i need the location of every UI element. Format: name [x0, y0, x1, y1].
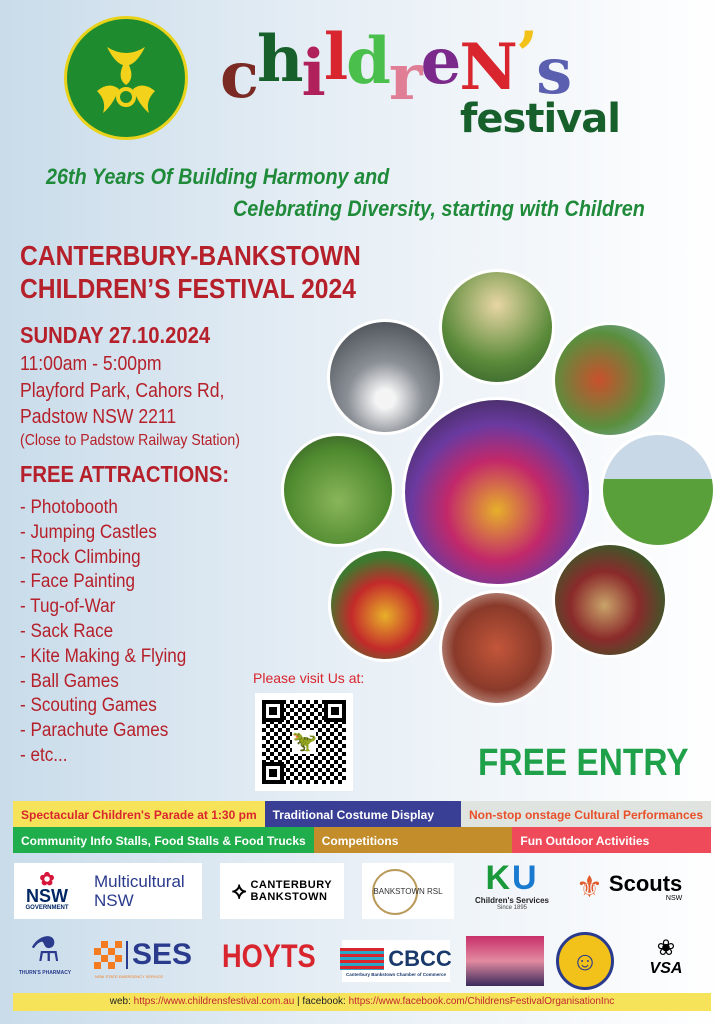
multicultural-nsw-text: NSW [94, 891, 134, 910]
attraction-item: - Sack Race [20, 620, 114, 642]
tagline-line-2: Celebrating Diversity, starting with Children [233, 196, 645, 221]
sponsor-bankstown-rsl [362, 863, 454, 919]
sponsor-canterbury-bankstown [220, 863, 344, 919]
attractions-list [20, 496, 186, 769]
photo-food-stall [552, 322, 668, 438]
highlight-cell: Community Info Stalls, Food Stalls & Food Trucks [13, 827, 314, 853]
title-letter: s [536, 34, 571, 109]
free-entry: FREE ENTRY [478, 742, 689, 784]
attraction-item: - Photobooth [20, 497, 118, 518]
sponsor-opera-house-image [466, 936, 544, 986]
cb-logo-icon: ⟡ [231, 878, 247, 903]
photo-costume-parade [402, 397, 592, 587]
sponsor-community-circle-logo: ☺ [556, 932, 614, 990]
title-letter: e [420, 24, 460, 99]
multicultural-text: Multicultural [94, 872, 185, 891]
title-letter: h [256, 22, 302, 97]
event-name-line-2: CHILDREN’S FESTIVAL 2024 [20, 273, 356, 304]
photo-banner-25-years [439, 269, 555, 385]
facebook-label: facebook: [302, 996, 346, 1007]
highlight-cell: Competitions [314, 827, 513, 853]
scouts-nsw-text: NSW [665, 895, 683, 902]
attraction-item: - Scouting Games [20, 695, 157, 717]
event-venue-note: (Close to Padstow Railway Station) [20, 432, 240, 449]
rsl-text: BANKSTOWN RSL [373, 886, 443, 896]
title-letter: c [220, 38, 257, 113]
facebook-link[interactable]: https://www.facebook.com/ChildrensFestivalOrganisationInc [348, 996, 615, 1007]
event-name-line-1: CANTERBURY-BANKSTOWN [20, 240, 361, 271]
attraction-item: - Ball Games [20, 670, 119, 692]
sponsor-scouts-nsw [576, 870, 682, 905]
dinosaur-icon: 🦖 [292, 731, 317, 753]
event-time: 11:00am - 5:00pm [20, 353, 162, 375]
event-date: SUNDAY 27.10.2024 [20, 322, 211, 348]
highlights-row-2 [13, 827, 711, 853]
waratah-icon: ✿ [39, 869, 55, 889]
festival-subtitle: festival [460, 96, 620, 142]
event-venue-line-1: Playford Park, Cahors Rd, [20, 380, 225, 402]
qr-label: Please visit Us at: [253, 670, 365, 686]
highlight-cell: Traditional Costume Display [265, 801, 461, 827]
photo-drum-performance [552, 542, 668, 658]
sponsor-cbcc [342, 940, 450, 982]
title-letter: i [301, 36, 324, 111]
sponsor-hoyts: HOYTS [222, 938, 316, 974]
event-venue-line-2: Padstow NSW 2211 [20, 406, 177, 428]
cbcc-pattern-icon [340, 948, 384, 970]
sponsor-ku-childrens-services: KU Children's Services Since 1895 [470, 860, 554, 911]
fleur-de-lis-icon: ⚜ [576, 871, 603, 904]
sponsor-ses [94, 940, 192, 970]
highlight-cell: Fun Outdoor Activities [512, 827, 711, 853]
photo-rock-climbing [439, 590, 555, 706]
cbcc-subtitle: Canterbury Bankstown Chamber of Commerce [345, 971, 447, 977]
separator: | [294, 996, 303, 1007]
childrens-title [220, 18, 571, 115]
scouts-text: Scouts [608, 871, 683, 896]
photo-sack-race [328, 548, 442, 662]
attractions-heading: FREE ATTRACTIONS: [20, 461, 230, 487]
sponsor-thurns-pharmacy [14, 930, 76, 976]
title-letter: d [346, 24, 389, 99]
mortar-pestle-icon: ⚗ [29, 931, 61, 969]
photo-ball-games [327, 319, 443, 435]
sponsor-vsa [628, 936, 704, 984]
title-letter: N [459, 30, 516, 105]
seal-figures-icon [67, 19, 185, 137]
ku-text: Children's Services [475, 896, 549, 905]
attraction-item: - Rock Climbing [20, 546, 141, 568]
nsw-text: NSW [26, 886, 68, 906]
nsw-government-text: GOVERNMENT [25, 905, 69, 911]
tagline-line-1: 26th Years Of Building Harmony and [46, 164, 390, 189]
title-letter: l [323, 20, 347, 95]
festival-seal-logo [64, 16, 188, 140]
title-letter: ’ [515, 18, 537, 93]
website-qr-code[interactable] [255, 693, 353, 791]
attraction-item: - Jumping Castles [20, 521, 157, 543]
ku-since-text: Since 1895 [496, 905, 528, 911]
attraction-item: - Tug-of-War [20, 596, 116, 618]
cbcc-text: CBCC [388, 945, 452, 971]
attraction-item: - etc... [20, 744, 68, 766]
photo-tug-of-war [281, 433, 395, 547]
ses-text: SES [132, 938, 193, 971]
web-label: web: [109, 996, 131, 1007]
lotus-icon: ❀ [656, 935, 676, 960]
title-letter: r [388, 40, 421, 115]
attraction-item: - Kite Making & Flying [20, 645, 187, 667]
photo-park-field [600, 432, 716, 548]
highlight-cell: Spectacular Children's Parade at 1:30 pm [13, 801, 265, 827]
vsa-text: VSA [649, 960, 683, 977]
ses-checker-icon [94, 941, 122, 969]
pharmacy-text: THURN'S PHARMACY [18, 970, 72, 976]
highlights-row-1 [13, 801, 711, 827]
footer-links-bar [13, 993, 711, 1011]
sponsor-multicultural-nsw [14, 863, 202, 919]
canterbury-text: CANTERBURY [250, 879, 333, 891]
attraction-item: - Parachute Games [20, 720, 169, 742]
highlight-cell: Non-stop onstage Cultural Performances [461, 801, 711, 827]
ses-subtitle: NSW STATE EMERGENCY SERVICE [95, 974, 164, 979]
attraction-item: - Face Painting [20, 571, 136, 593]
bankstown-text: BANKSTOWN [250, 891, 328, 903]
website-link[interactable]: https://www.childrensfestival.com.au [133, 996, 295, 1007]
